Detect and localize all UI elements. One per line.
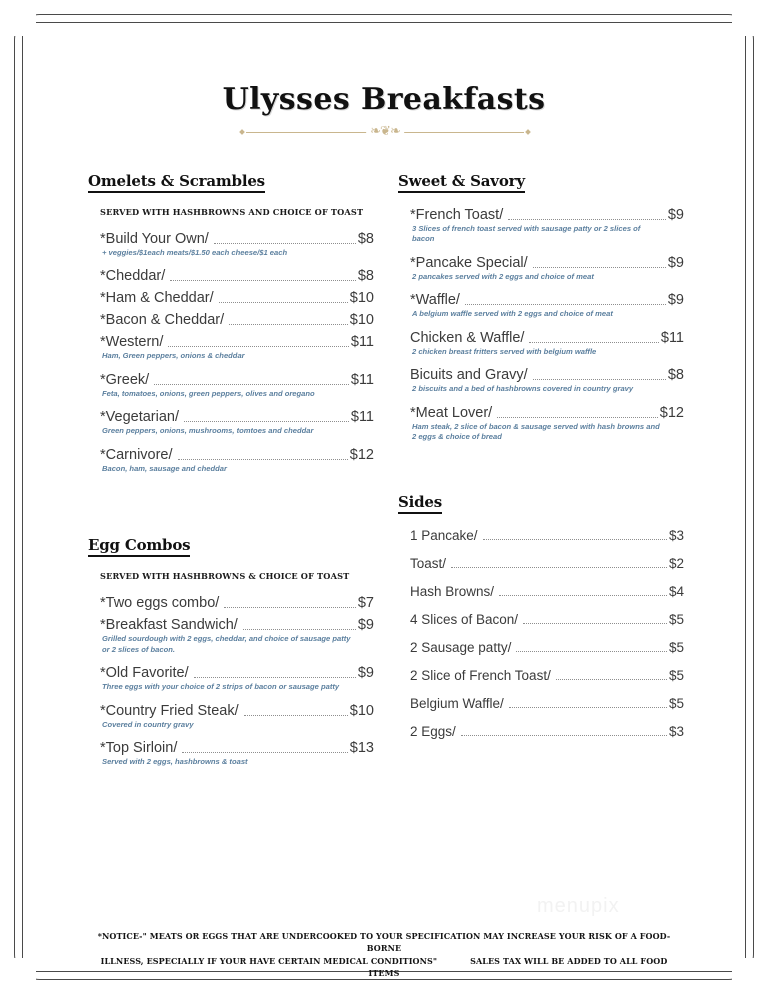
menu-item (398, 724, 684, 739)
divider-flourish-icon: ❧❦❧ (366, 124, 404, 137)
section-spacer (88, 484, 374, 536)
menu-item-line (398, 292, 684, 308)
menu-item-name: *Build Your Own/ (100, 231, 209, 247)
menu-item-line (88, 231, 374, 247)
dot-leader (516, 650, 667, 652)
menu-item-line (88, 617, 374, 633)
menu-item-name: *Old Favorite/ (100, 665, 189, 682)
menu-item-line (88, 334, 374, 350)
menu-item-name: Belgium Waffle/ (410, 695, 504, 711)
menu-item (88, 290, 374, 306)
menu-item-name: *Bacon & Cheddar/ (100, 312, 225, 329)
menu-item-name: Chicken & Waffle/ (410, 329, 525, 346)
menu-item-name: Toast/ (410, 555, 447, 571)
dot-leader (523, 622, 667, 624)
menu-item-line (398, 584, 684, 599)
footer-notice-line-1: *NOTICE-" MEATS OR EGGS THAT ARE UNDERCOOKED TO YOUR SPECIFICATION MAY INCREASE YOUR RISK OF A FOOD-BORNE (97, 931, 671, 954)
menu-item-line (398, 556, 684, 571)
menu-item-price: $10 (349, 312, 374, 329)
menu-item-line (88, 409, 374, 425)
menu-item (88, 447, 374, 474)
menu-item-description: A belgium waffle served with 2 eggs and choice of meat (412, 309, 613, 319)
dot-leader (178, 458, 348, 460)
menu-item (398, 528, 684, 543)
menu-item-name: *Vegetarian/ (100, 409, 180, 426)
menu-item-line (398, 696, 684, 711)
menu-item-line (88, 268, 374, 284)
menu-item-line (398, 640, 684, 655)
dot-leader (497, 416, 658, 418)
menu-item-name: *Country Fried Steak/ (100, 702, 239, 719)
dot-leader (509, 706, 667, 708)
menu-item-line (88, 290, 374, 306)
menu-item-description: Covered in country gravy (102, 719, 194, 729)
menu-item-line (88, 447, 374, 463)
menu-item (398, 556, 684, 571)
menu-item-price: $9 (667, 254, 684, 271)
section-subtitle: SERVED WITH HASHBROWNS & CHOICE OF TOAST (100, 571, 350, 582)
menu-item-line (398, 405, 684, 421)
dot-leader (224, 606, 356, 608)
menu-item (88, 617, 374, 655)
menu-item-price: $10 (349, 290, 374, 307)
menu-item-price: $5 (668, 695, 684, 711)
menu-item-price: $5 (668, 667, 684, 683)
menu-item-line (88, 665, 374, 681)
dot-leader (508, 218, 666, 220)
menu-item-price: $4 (668, 583, 684, 599)
menu-item-price: $5 (668, 639, 684, 655)
menu-item-price: $11 (350, 409, 374, 426)
menu-item (398, 405, 684, 443)
menu-item-description: 2 biscuits and a bed of hashbrowns covered in country gravy (412, 384, 634, 394)
menu-item-name: *Meat Lover/ (410, 404, 493, 421)
menu-item-price: $11 (350, 371, 374, 388)
menu-item-description: + veggies/$1each meats/$1.50 each cheese/$1 each (102, 248, 288, 257)
watermark: menupix (537, 895, 620, 917)
menu-item-name: Bicuits and Gravy/ (410, 367, 528, 384)
menu-item-line (398, 668, 684, 683)
corner-chamfer-top-left (10, 10, 36, 36)
menu-item-description: Served with 2 eggs, hashbrowns & toast (102, 757, 248, 767)
right-column (398, 172, 684, 752)
menu-item-name: Hash Browns/ (410, 583, 495, 599)
menu-item-price: $2 (668, 555, 684, 571)
menu-item (398, 640, 684, 655)
dot-leader (154, 383, 349, 385)
footer-notice-text: ILLNESS, ESPECIALLY IF YOUR HAVE CERTAIN MEDICAL CONDITIONS" (100, 955, 438, 966)
menu-item-price: $9 (357, 665, 374, 682)
menu-item-name: *Waffle/ (410, 292, 460, 309)
menu-item-description: 2 pancakes served with 2 eggs and choice of meat (412, 271, 594, 281)
dot-leader (168, 345, 348, 347)
menu-item-name: *Western/ (100, 334, 164, 351)
dot-leader (533, 378, 666, 380)
menu-item-name: *Breakfast Sandwich/ (100, 617, 238, 634)
dot-leader (182, 751, 347, 753)
menu-section (398, 172, 684, 443)
menu-item-name: 4 Slices of Bacon/ (410, 611, 519, 627)
menu-item-name: 2 Slice of French Toast/ (410, 667, 551, 683)
menu-item-price: $9 (667, 292, 684, 309)
menu-item-name: 2 Eggs/ (410, 723, 456, 739)
menu-item-price: $3 (668, 527, 684, 543)
menu-item-price: $13 (349, 740, 374, 757)
menu-item-price: $3 (668, 723, 684, 739)
menu-item (88, 740, 374, 767)
menu-item-price: $8 (667, 367, 684, 384)
menu-section (88, 484, 374, 767)
menu-item-line (398, 724, 684, 739)
menu-item (398, 584, 684, 599)
menu-section (398, 453, 684, 739)
menu-title-wrap (0, 82, 768, 117)
menu-item-price: $5 (668, 611, 684, 627)
menu-item-line (88, 740, 374, 756)
menu-item-price: $8 (357, 231, 374, 247)
page-title: Ulysses Breakfasts (222, 82, 546, 117)
left-column (88, 172, 374, 778)
section-spacer (398, 453, 684, 493)
menu-item-line (398, 528, 684, 543)
menu-item (398, 367, 684, 394)
divider-dot-left (239, 129, 245, 135)
dot-leader (243, 628, 356, 630)
section-heading: Sweet & Savory (398, 172, 525, 193)
menu-item-description: Ham, Green peppers, onions & cheddar (102, 351, 245, 361)
menu-item-name: *Carnivore/ (100, 446, 173, 463)
footer-notice (88, 930, 680, 980)
menu-item (398, 668, 684, 683)
footer-notice-line-2 (88, 955, 680, 980)
menu-item (88, 409, 374, 436)
menu-item-name: 2 Sausage patty/ (410, 639, 512, 655)
section-subtitle: SERVED WITH HASHBROWNS AND CHOICE OF TOAST (100, 207, 364, 217)
menu-item (88, 268, 374, 284)
dot-leader (229, 323, 348, 325)
menu-section (88, 172, 374, 474)
corner-chamfer-bottom-left (10, 958, 36, 984)
menu-item-line (88, 312, 374, 328)
menu-item-price: $7 (357, 595, 374, 612)
menu-item-description: Feta, tomatoes, onions, green peppers, olives and oregano (102, 388, 315, 398)
menu-item-price: $12 (659, 404, 684, 421)
dot-leader (244, 714, 348, 716)
menu-item-price: $11 (660, 329, 684, 346)
dot-leader (214, 242, 356, 244)
menu-item-name: *French Toast/ (410, 207, 504, 223)
menu-item-line (398, 612, 684, 627)
menu-item-description: Green peppers, onions, mushrooms, tomtoes and cheddar (102, 426, 314, 436)
menu-item (398, 330, 684, 357)
menu-item-name: *Ham & Cheddar/ (100, 290, 214, 307)
title-divider (240, 123, 530, 138)
menu-item-line (398, 330, 684, 346)
menu-item-price: $10 (349, 702, 374, 719)
menu-item-name: *Greek/ (100, 371, 150, 388)
menu-item-price: $8 (357, 268, 374, 285)
dot-leader (461, 734, 667, 736)
menu-item-price: $11 (350, 334, 374, 351)
menu-item-line (88, 595, 374, 611)
menu-item (88, 312, 374, 328)
menu-item (398, 255, 684, 282)
menu-item (88, 665, 374, 692)
dot-leader (556, 678, 667, 680)
dot-leader (483, 538, 667, 540)
menu-item-line (398, 255, 684, 271)
dot-leader (451, 566, 667, 568)
menu-item-name: *Two eggs combo/ (100, 595, 220, 612)
dot-leader (499, 594, 667, 596)
menu-item (88, 703, 374, 730)
menu-item (88, 372, 374, 399)
menu-item-price: $9 (357, 617, 374, 634)
corner-chamfer-top-right (732, 10, 758, 36)
menu-item (88, 334, 374, 361)
dot-leader (184, 420, 349, 422)
dot-leader (219, 301, 348, 303)
menu-item-line (398, 367, 684, 383)
menu-item-description: Three eggs with your choice of 2 strips of bacon or sausage patty (102, 682, 340, 692)
menu-item (398, 292, 684, 319)
menu-item-price: $12 (349, 446, 374, 463)
dot-leader (194, 676, 356, 678)
menu-item (398, 696, 684, 711)
corner-chamfer-bottom-right (732, 958, 758, 984)
menu-item-line (398, 207, 684, 223)
menu-item-line (88, 703, 374, 719)
dot-leader (170, 279, 356, 281)
menu-item-line (88, 372, 374, 388)
menu-item-name: *Pancake Special/ (410, 254, 528, 271)
menu-item-description: Grilled sourdough with 2 eggs, cheddar, and choice of sausage patty or 2 slices of bacon. (102, 634, 351, 654)
menu-item (88, 595, 374, 611)
menu-item-description: 2 chicken breast fritters served with belgium waffle (412, 346, 597, 356)
menu-item-name: *Cheddar/ (100, 268, 166, 285)
menu-item-name: 1 Pancake/ (410, 527, 478, 543)
menu-item-name: *Top Sirloin/ (100, 740, 178, 757)
dot-leader (529, 341, 658, 343)
section-heading: Sides (398, 493, 442, 514)
footer-tax-note: SALES TAX WILL BE ADDED TO ALL FOOD ITEMS (368, 955, 668, 979)
menu-item-description: 3 Slices of french toast served with sausage patty or 2 slices of bacon (412, 224, 641, 244)
menu-item (398, 207, 684, 245)
divider-dot-right (525, 129, 531, 135)
menu-item-price: $9 (667, 207, 684, 223)
menu-item (88, 231, 374, 258)
dot-leader (533, 266, 666, 268)
menu-item-description: Bacon, ham, sausage and cheddar (102, 463, 227, 473)
menu-item (398, 612, 684, 627)
section-heading: Omelets & Scrambles (88, 172, 265, 193)
dot-leader (465, 303, 666, 305)
section-heading: Egg Combos (88, 536, 190, 557)
menu-item-description: Ham steak, 2 slice of bacon & sausage served with hash browns and 2 eggs & choice of bread (412, 421, 660, 442)
